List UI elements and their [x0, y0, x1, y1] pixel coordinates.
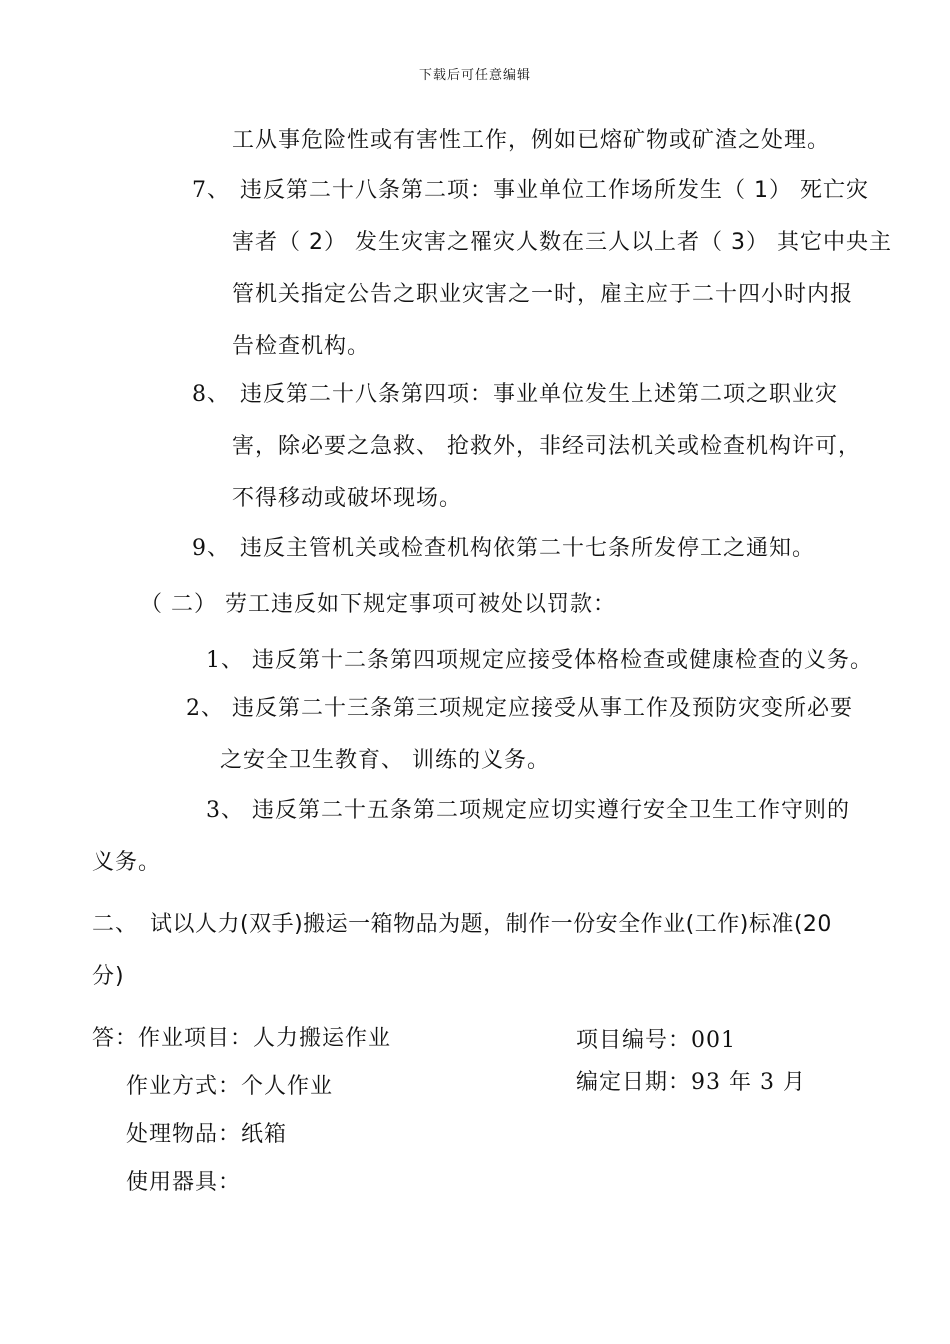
code-value: 001 [691, 1028, 737, 1053]
method-label: 作业方式： [126, 1074, 242, 1099]
s2-item2-line1: 违反第二十三条第三项规定应接受从事工作及预防灾变所必要 [232, 696, 854, 721]
s2-item3-line2: 义务。 [92, 850, 162, 875]
item7-line1: 违反第二十八条第二项：事业单位工作场所发生（ 1） 死亡灾 [240, 178, 869, 203]
item7-line2: 害者（ 2） 发生灾害之罹灾人数在三人以上者（ 3） 其它中央主 [232, 230, 892, 255]
item9-line1: 违反主管机关或检查机构依第二十七条所发停工之通知。 [240, 536, 816, 561]
item-label: 作业项目： [138, 1026, 254, 1051]
tool-label: 使用器具： [126, 1170, 242, 1195]
material-label: 处理物品： [126, 1122, 242, 1147]
date-value: 93 年 3 月 [691, 1070, 806, 1095]
answer-line-method [126, 1072, 333, 1102]
item6-continuation: 工从事危险性或有害性工作，例如已熔矿物或矿渣之处理。 [232, 128, 831, 153]
date-label: 编定日期： [576, 1070, 692, 1095]
item7-number: 7、 [192, 178, 230, 203]
answer-line-code [576, 1026, 736, 1056]
question-number: 二、 [92, 912, 139, 937]
s2-item1-number: 1、 [206, 648, 244, 673]
item9-number: 9、 [192, 536, 230, 561]
question-line2: 分) [92, 964, 125, 989]
method-value: 个人作业 [241, 1074, 334, 1099]
answer-line-material [126, 1120, 287, 1150]
item8-line1: 违反第二十八条第四项：事业单位发生上述第二项之职业灾 [240, 382, 839, 407]
s2-item3-line1: 违反第二十五条第二项规定应切实遵行安全卫生工作守则的 [252, 798, 851, 823]
question-line1: 试以人力(双手)搬运一箱物品为题，制作一份安全作业(工作)标准(20 [150, 912, 832, 937]
page-header: 下载后可任意编辑 [418, 68, 531, 83]
item8-line3: 不得移动或破坏现场。 [232, 486, 463, 511]
answer-line-date [576, 1068, 806, 1098]
s2-item2-number: 2、 [186, 696, 224, 721]
s2-item3-number: 3、 [206, 798, 244, 823]
code-label: 项目编号： [576, 1028, 692, 1053]
item8-line2: 害，除必要之急救、 抢救外，非经司法机关或检查机构许可， [232, 434, 861, 459]
material-value: 纸箱 [241, 1122, 288, 1147]
item8-number: 8、 [192, 382, 230, 407]
item-value: 人力搬运作业 [253, 1026, 392, 1051]
s2-item2-line2: 之安全卫生教育、 训练的义务。 [220, 748, 550, 773]
answer-line-tool [126, 1168, 241, 1198]
section-heading: （ 二） 劳工违反如下规定事项可被处以罚款： [140, 592, 616, 617]
answer-prefix: 答： [92, 1026, 139, 1051]
answer-line-item [92, 1024, 391, 1054]
item7-line3: 管机关指定公告之职业灾害之一时，雇主应于二十四小时内报 [232, 282, 854, 307]
item7-line4: 告检查机构。 [232, 334, 371, 359]
s2-item1-line1: 违反第十二条第四项规定应接受体格检查或健康检查的义务。 [252, 648, 874, 673]
